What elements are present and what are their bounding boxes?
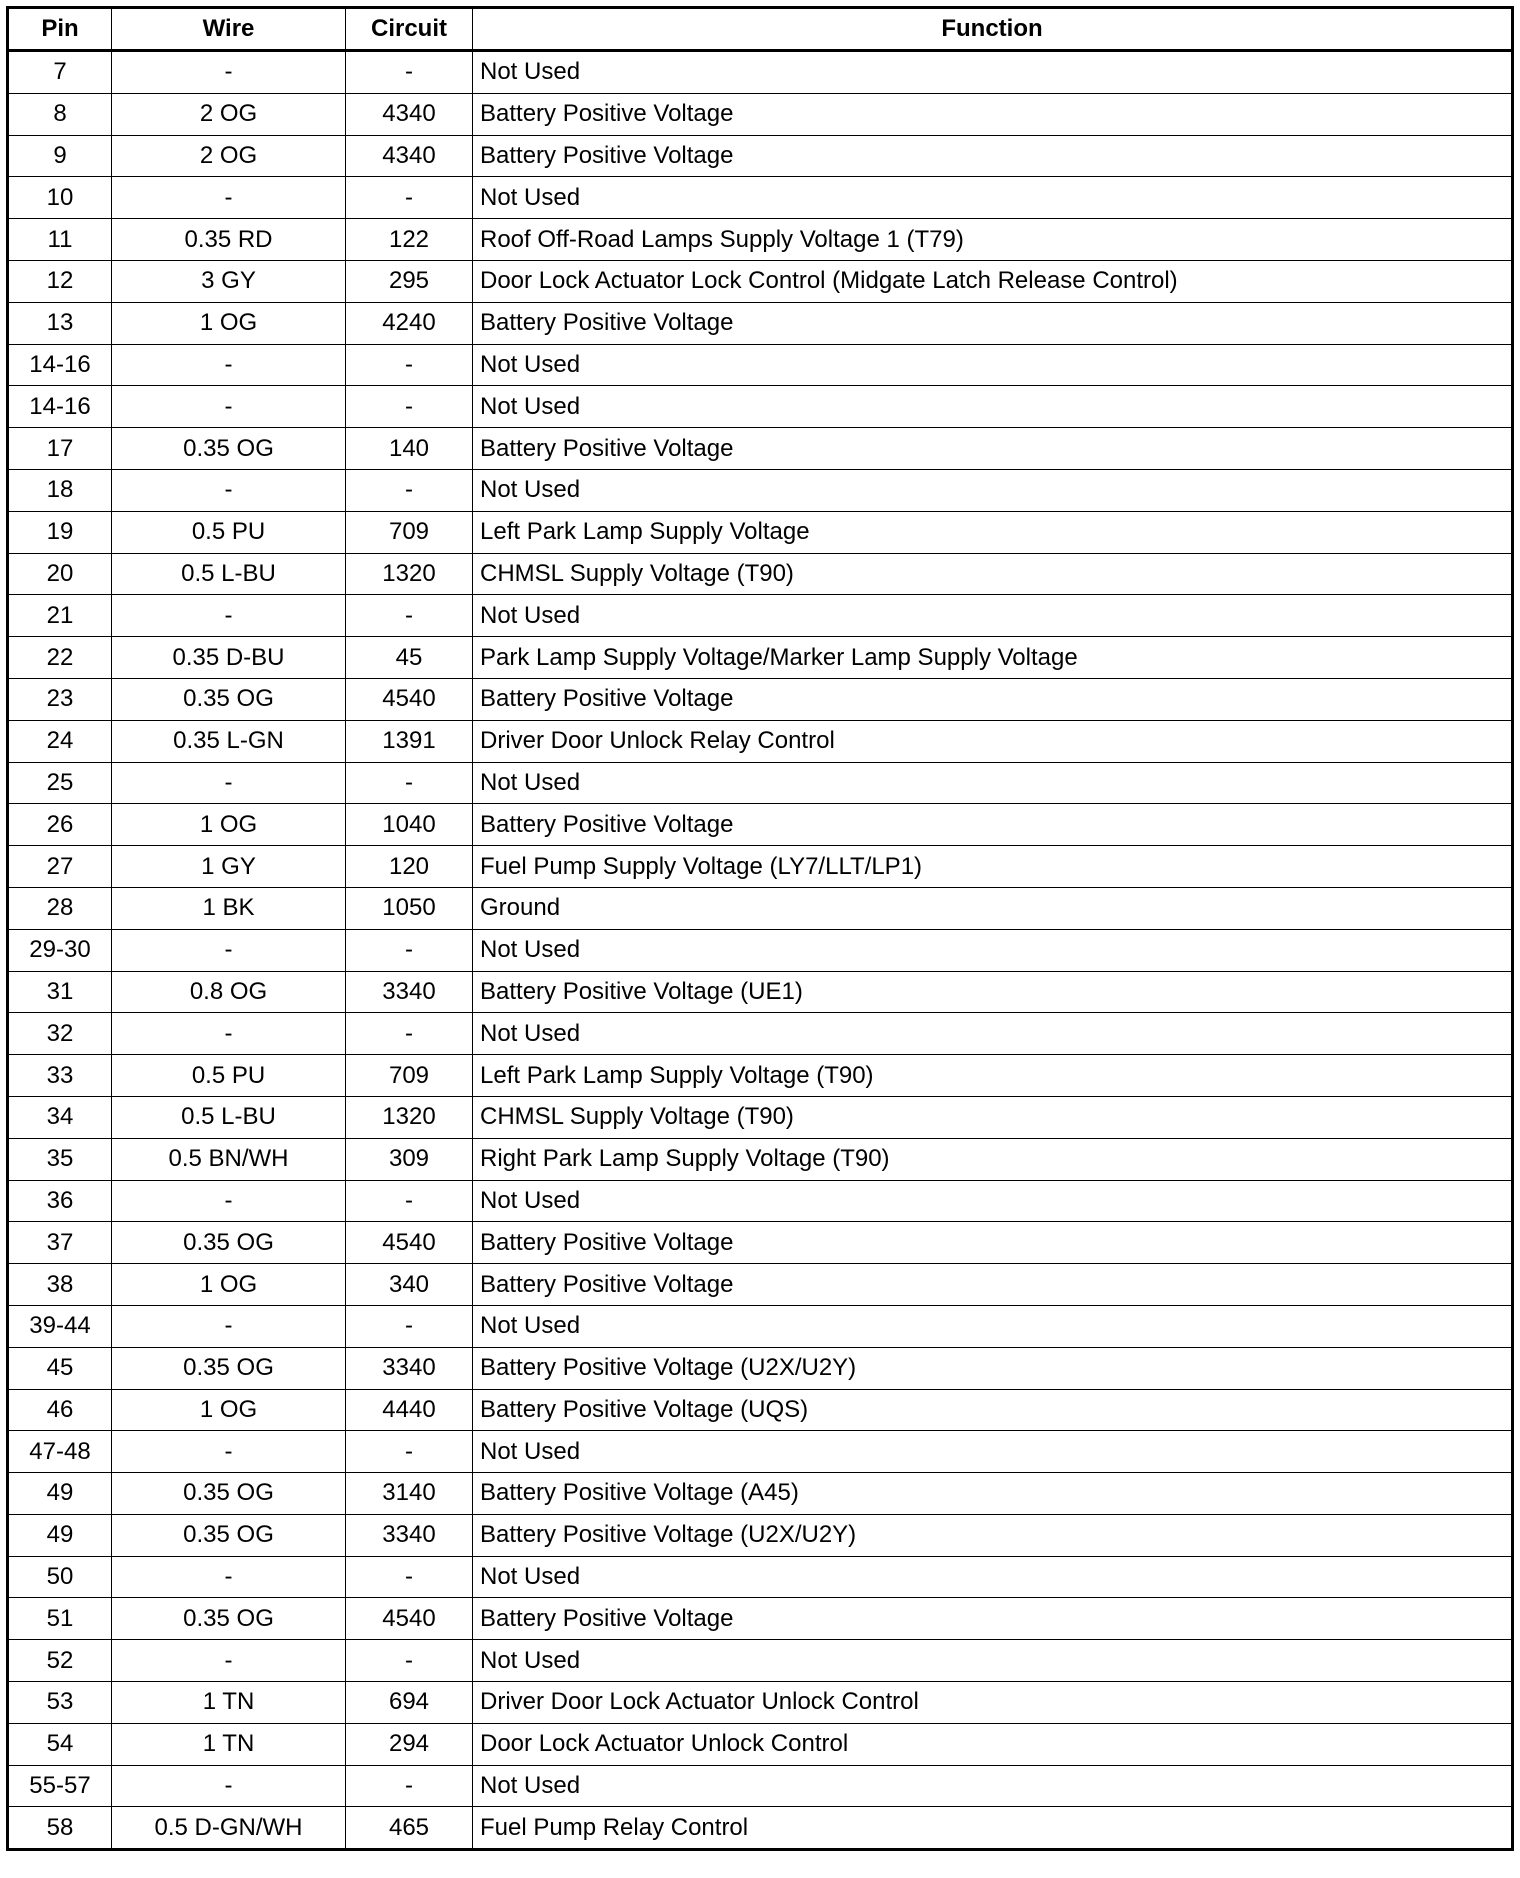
cell-wire: 1 OG [112, 804, 346, 846]
cell-circuit: - [346, 386, 473, 428]
cell-function: Battery Positive Voltage [473, 1222, 1513, 1264]
cell-pin: 11 [8, 219, 112, 261]
cell-wire: 1 TN [112, 1723, 346, 1765]
cell-function: Roof Off-Road Lamps Supply Voltage 1 (T79) [473, 219, 1513, 261]
cell-pin: 55-57 [8, 1765, 112, 1807]
table-row [8, 1765, 1513, 1807]
cell-circuit: 1320 [346, 1096, 473, 1138]
cell-function: Battery Positive Voltage (UQS) [473, 1389, 1513, 1431]
cell-pin: 58 [8, 1807, 112, 1850]
cell-circuit: 709 [346, 1055, 473, 1097]
cell-wire: 1 OG [112, 1389, 346, 1431]
cell-pin: 22 [8, 637, 112, 679]
cell-function: Not Used [473, 929, 1513, 971]
cell-wire: 1 OG [112, 302, 346, 344]
cell-pin: 38 [8, 1264, 112, 1306]
cell-pin: 37 [8, 1222, 112, 1264]
table-row [8, 1222, 1513, 1264]
table-row [8, 219, 1513, 261]
cell-circuit: 4240 [346, 302, 473, 344]
table-row [8, 1807, 1513, 1850]
cell-function: Not Used [473, 344, 1513, 386]
cell-wire: - [112, 762, 346, 804]
table-row [8, 1598, 1513, 1640]
cell-circuit: - [346, 1765, 473, 1807]
cell-function: Not Used [473, 177, 1513, 219]
cell-circuit: - [346, 1305, 473, 1347]
cell-pin: 32 [8, 1013, 112, 1055]
cell-function: Door Lock Actuator Unlock Control [473, 1723, 1513, 1765]
cell-circuit: 4540 [346, 1598, 473, 1640]
cell-circuit: 4540 [346, 678, 473, 720]
table-row [8, 1180, 1513, 1222]
cell-wire: - [112, 595, 346, 637]
cell-circuit: 3340 [346, 971, 473, 1013]
cell-function: Driver Door Unlock Relay Control [473, 720, 1513, 762]
table-row [8, 887, 1513, 929]
cell-wire: 0.5 BN/WH [112, 1138, 346, 1180]
cell-function: Battery Positive Voltage [473, 428, 1513, 470]
cell-circuit: - [346, 1556, 473, 1598]
table-row [8, 1055, 1513, 1097]
cell-circuit: - [346, 344, 473, 386]
cell-wire: - [112, 51, 346, 94]
cell-function: CHMSL Supply Voltage (T90) [473, 1096, 1513, 1138]
cell-function: Right Park Lamp Supply Voltage (T90) [473, 1138, 1513, 1180]
cell-pin: 39-44 [8, 1305, 112, 1347]
table-row [8, 1138, 1513, 1180]
cell-wire: 0.35 RD [112, 219, 346, 261]
cell-pin: 45 [8, 1347, 112, 1389]
cell-circuit: 122 [346, 219, 473, 261]
header-pin: Pin [8, 8, 112, 51]
cell-function: Not Used [473, 762, 1513, 804]
cell-wire: - [112, 177, 346, 219]
cell-circuit: 694 [346, 1682, 473, 1724]
table-row [8, 1723, 1513, 1765]
cell-circuit: 4540 [346, 1222, 473, 1264]
table-row [8, 135, 1513, 177]
cell-wire: - [112, 469, 346, 511]
header-wire: Wire [112, 8, 346, 51]
cell-circuit: 295 [346, 260, 473, 302]
cell-function: Battery Positive Voltage [473, 1598, 1513, 1640]
cell-wire: 1 OG [112, 1264, 346, 1306]
table-row [8, 971, 1513, 1013]
cell-function: Door Lock Actuator Lock Control (Midgate Latch Release Control) [473, 260, 1513, 302]
table-row [8, 678, 1513, 720]
cell-pin: 23 [8, 678, 112, 720]
cell-circuit: 4340 [346, 135, 473, 177]
cell-pin: 13 [8, 302, 112, 344]
cell-pin: 18 [8, 469, 112, 511]
cell-function: Left Park Lamp Supply Voltage [473, 511, 1513, 553]
cell-circuit: 709 [346, 511, 473, 553]
table-row [8, 929, 1513, 971]
cell-wire: 0.35 D-BU [112, 637, 346, 679]
cell-wire: 0.35 OG [112, 1222, 346, 1264]
cell-function: Battery Positive Voltage (UE1) [473, 971, 1513, 1013]
cell-circuit: - [346, 177, 473, 219]
cell-wire: 0.35 L-GN [112, 720, 346, 762]
table-row [8, 1264, 1513, 1306]
cell-wire: - [112, 1556, 346, 1598]
cell-function: CHMSL Supply Voltage (T90) [473, 553, 1513, 595]
cell-pin: 31 [8, 971, 112, 1013]
table-row [8, 720, 1513, 762]
table-row [8, 469, 1513, 511]
cell-pin: 54 [8, 1723, 112, 1765]
table-row [8, 1640, 1513, 1682]
cell-circuit: 140 [346, 428, 473, 470]
cell-function: Battery Positive Voltage [473, 135, 1513, 177]
cell-pin: 14-16 [8, 344, 112, 386]
cell-wire: 1 TN [112, 1682, 346, 1724]
table-row [8, 1473, 1513, 1515]
cell-wire: - [112, 1180, 346, 1222]
cell-wire: 0.5 L-BU [112, 553, 346, 595]
cell-pin: 21 [8, 595, 112, 637]
cell-pin: 12 [8, 260, 112, 302]
cell-function: Not Used [473, 1180, 1513, 1222]
cell-pin: 8 [8, 93, 112, 135]
cell-pin: 46 [8, 1389, 112, 1431]
cell-pin: 50 [8, 1556, 112, 1598]
cell-circuit: - [346, 469, 473, 511]
connector-pinout-table [6, 6, 1514, 1851]
cell-circuit: 1391 [346, 720, 473, 762]
cell-circuit: 340 [346, 1264, 473, 1306]
table-row [8, 595, 1513, 637]
table-row [8, 302, 1513, 344]
cell-pin: 29-30 [8, 929, 112, 971]
cell-function: Not Used [473, 595, 1513, 637]
table-row [8, 1431, 1513, 1473]
cell-wire: - [112, 1013, 346, 1055]
table-row [8, 51, 1513, 94]
cell-pin: 51 [8, 1598, 112, 1640]
cell-circuit: 294 [346, 1723, 473, 1765]
cell-function: Fuel Pump Supply Voltage (LY7/LLT/LP1) [473, 846, 1513, 888]
table-row [8, 93, 1513, 135]
cell-wire: 0.5 PU [112, 511, 346, 553]
table-body [8, 51, 1513, 1850]
cell-wire: 2 OG [112, 93, 346, 135]
cell-wire: 0.35 OG [112, 1598, 346, 1640]
cell-circuit: - [346, 1180, 473, 1222]
cell-pin: 47-48 [8, 1431, 112, 1473]
cell-pin: 52 [8, 1640, 112, 1682]
cell-circuit: - [346, 595, 473, 637]
cell-wire: 0.35 OG [112, 428, 346, 470]
cell-pin: 34 [8, 1096, 112, 1138]
header-function: Function [473, 8, 1513, 51]
table-row [8, 1096, 1513, 1138]
cell-wire: 0.5 PU [112, 1055, 346, 1097]
table-row [8, 428, 1513, 470]
cell-pin: 24 [8, 720, 112, 762]
cell-function: Not Used [473, 1431, 1513, 1473]
cell-function: Battery Positive Voltage [473, 93, 1513, 135]
cell-circuit: - [346, 929, 473, 971]
cell-pin: 28 [8, 887, 112, 929]
cell-wire: 0.8 OG [112, 971, 346, 1013]
cell-function: Not Used [473, 51, 1513, 94]
cell-function: Fuel Pump Relay Control [473, 1807, 1513, 1850]
cell-pin: 17 [8, 428, 112, 470]
cell-function: Not Used [473, 1556, 1513, 1598]
cell-circuit: 1040 [346, 804, 473, 846]
cell-circuit: 3140 [346, 1473, 473, 1515]
cell-wire: 0.5 D-GN/WH [112, 1807, 346, 1850]
cell-wire: - [112, 929, 346, 971]
table-row [8, 1556, 1513, 1598]
cell-pin: 35 [8, 1138, 112, 1180]
cell-wire: - [112, 1305, 346, 1347]
cell-circuit: 1320 [346, 553, 473, 595]
cell-wire: - [112, 1640, 346, 1682]
table-row [8, 637, 1513, 679]
cell-circuit: 120 [346, 846, 473, 888]
table-row [8, 804, 1513, 846]
cell-function: Not Used [473, 386, 1513, 428]
cell-circuit: 3340 [346, 1347, 473, 1389]
cell-circuit: 4340 [346, 93, 473, 135]
cell-function: Battery Positive Voltage [473, 804, 1513, 846]
cell-wire: - [112, 1431, 346, 1473]
cell-pin: 9 [8, 135, 112, 177]
cell-circuit: 3340 [346, 1514, 473, 1556]
table-row [8, 553, 1513, 595]
cell-function: Left Park Lamp Supply Voltage (T90) [473, 1055, 1513, 1097]
cell-function: Not Used [473, 1013, 1513, 1055]
cell-wire: - [112, 386, 346, 428]
cell-circuit: 45 [346, 637, 473, 679]
header-row [8, 8, 1513, 51]
cell-circuit: - [346, 1640, 473, 1682]
cell-pin: 53 [8, 1682, 112, 1724]
cell-circuit: 1050 [346, 887, 473, 929]
cell-function: Not Used [473, 1640, 1513, 1682]
cell-pin: 19 [8, 511, 112, 553]
table-header [8, 8, 1513, 51]
cell-wire: 0.35 OG [112, 1514, 346, 1556]
cell-function: Battery Positive Voltage (U2X/U2Y) [473, 1347, 1513, 1389]
cell-circuit: - [346, 1431, 473, 1473]
cell-wire: 2 OG [112, 135, 346, 177]
table-row [8, 1514, 1513, 1556]
cell-circuit: 4440 [346, 1389, 473, 1431]
cell-pin: 49 [8, 1514, 112, 1556]
cell-pin: 10 [8, 177, 112, 219]
cell-wire: 0.35 OG [112, 678, 346, 720]
cell-wire: 1 BK [112, 887, 346, 929]
cell-function: Park Lamp Supply Voltage/Marker Lamp Supply Voltage [473, 637, 1513, 679]
cell-wire: 0.35 OG [112, 1473, 346, 1515]
cell-circuit: - [346, 51, 473, 94]
cell-circuit: 465 [346, 1807, 473, 1850]
table-row [8, 1305, 1513, 1347]
cell-pin: 14-16 [8, 386, 112, 428]
table-row [8, 344, 1513, 386]
cell-pin: 20 [8, 553, 112, 595]
cell-pin: 27 [8, 846, 112, 888]
cell-wire: 0.5 L-BU [112, 1096, 346, 1138]
cell-function: Not Used [473, 469, 1513, 511]
cell-function: Not Used [473, 1765, 1513, 1807]
cell-pin: 25 [8, 762, 112, 804]
cell-function: Not Used [473, 1305, 1513, 1347]
cell-pin: 7 [8, 51, 112, 94]
table-row [8, 1013, 1513, 1055]
cell-function: Driver Door Lock Actuator Unlock Control [473, 1682, 1513, 1724]
cell-function: Ground [473, 887, 1513, 929]
cell-wire: - [112, 344, 346, 386]
table-row [8, 511, 1513, 553]
header-circuit: Circuit [346, 8, 473, 51]
table-row [8, 846, 1513, 888]
cell-function: Battery Positive Voltage (A45) [473, 1473, 1513, 1515]
table-row [8, 177, 1513, 219]
cell-wire: 3 GY [112, 260, 346, 302]
table-row [8, 386, 1513, 428]
cell-circuit: 309 [346, 1138, 473, 1180]
table-row [8, 1389, 1513, 1431]
cell-wire: - [112, 1765, 346, 1807]
cell-pin: 33 [8, 1055, 112, 1097]
cell-function: Battery Positive Voltage [473, 302, 1513, 344]
cell-wire: 1 GY [112, 846, 346, 888]
cell-function: Battery Positive Voltage (U2X/U2Y) [473, 1514, 1513, 1556]
cell-circuit: - [346, 762, 473, 804]
table-row [8, 1347, 1513, 1389]
table-row [8, 762, 1513, 804]
cell-pin: 26 [8, 804, 112, 846]
cell-pin: 36 [8, 1180, 112, 1222]
table-row [8, 260, 1513, 302]
cell-function: Battery Positive Voltage [473, 678, 1513, 720]
cell-circuit: - [346, 1013, 473, 1055]
cell-wire: 0.35 OG [112, 1347, 346, 1389]
cell-function: Battery Positive Voltage [473, 1264, 1513, 1306]
table-row [8, 1682, 1513, 1724]
cell-pin: 49 [8, 1473, 112, 1515]
